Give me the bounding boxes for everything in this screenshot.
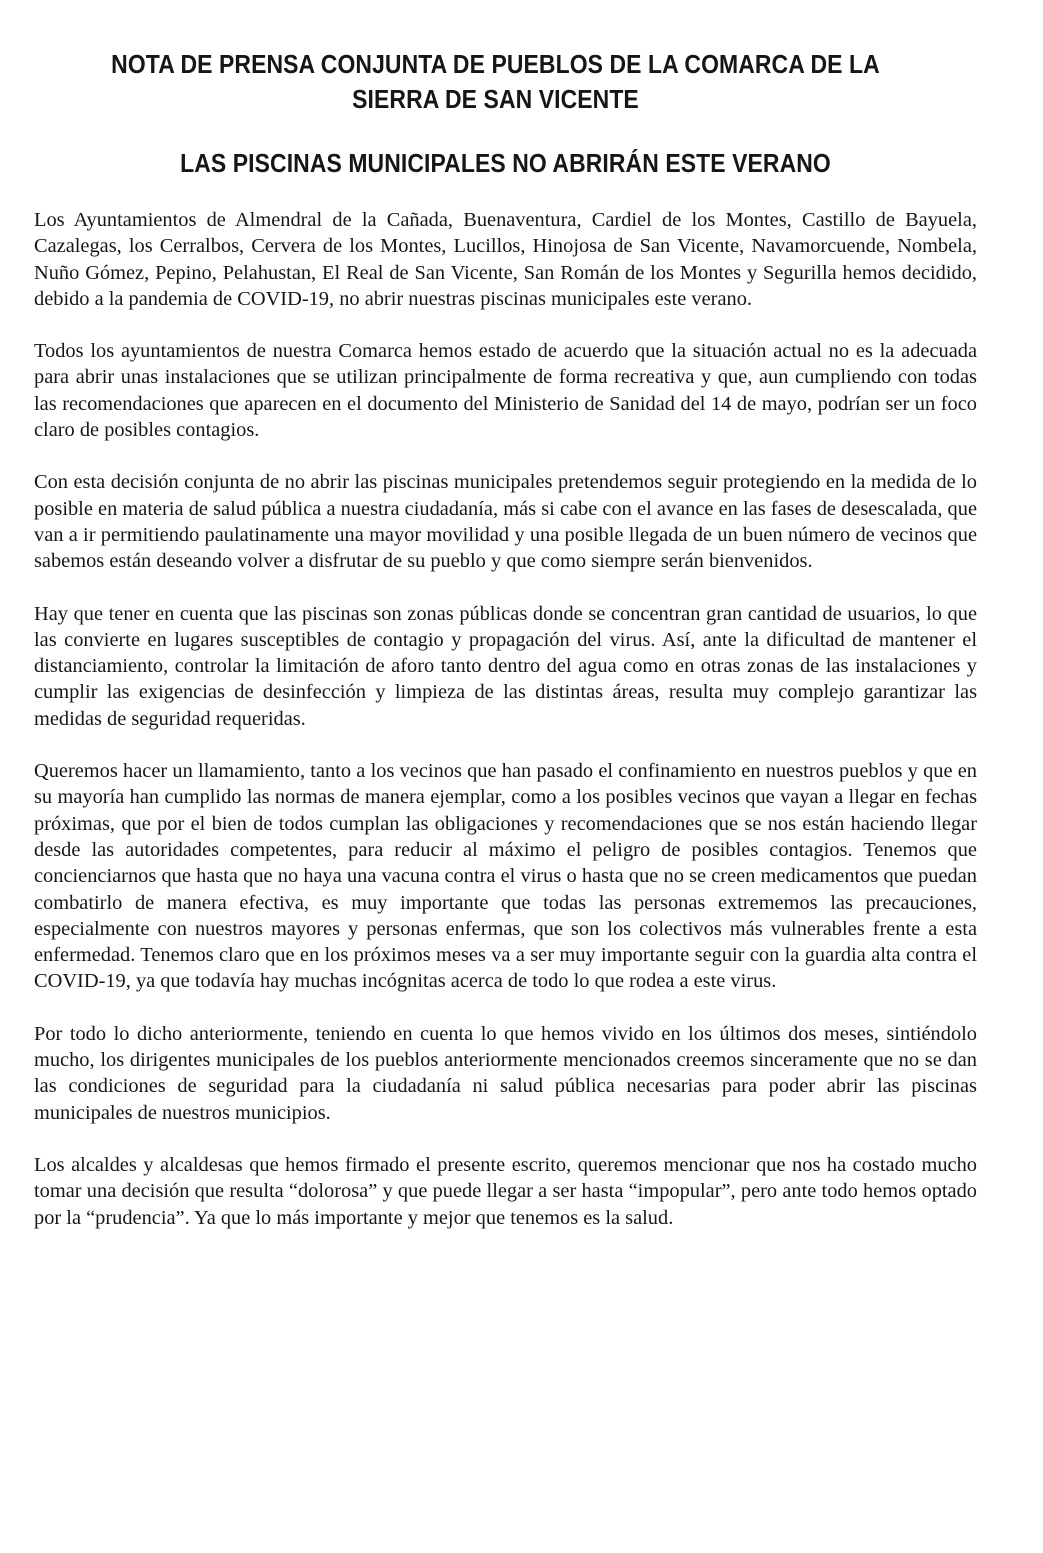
document-headline: LAS PISCINAS MUNICIPALES NO ABRIRÁN ESTE VERANO [180,150,831,178]
paragraph-3: Con esta decisión conjunta de no abrir las piscinas municipales pretendemos seguir protegiendo en la medida de lo posible en materia de salud pública a nuestra ciudadanía, más si cabe con el avance en las fases de desescalada, que van a ir permitiendo paulatinamente una mayor movilidad y una posible llegada de un buen número de vecinos que sabemos están deseando volver a disfrutar de su pueblo y que como siempre serán bienvenidos. [34,471,977,573]
paragraph-4: Hay que tener en cuenta que las piscinas son zonas públicas donde se concentran gran cantidad de usuarios, lo que las convierte en lugares susceptibles de contagio y propagación del virus. Así, ante la dificultad de mantener el distanciamiento, controlar la limitación de aforo tanto dentro del agua como en otras zonas de las instalaciones y cumplir las exigencias de desinfección y limpieza de las distintas áreas, resulta muy complejo garantizar las medidas de seguridad requeridas. [34,602,977,730]
paragraph-5: Queremos hacer un llamamiento, tanto a los vecinos que han pasado el confinamiento en nuestros pueblos y que en su mayoría han cumplido las normas de manera ejemplar, como a los posibles vecinos que vayan a llegar en fechas próximas, que por el bien de todos cumplan las obligaciones y recomendaciones que se nos están haciendo llegar desde las autoridades competentes, para reducir al máximo el peligro de posibles contagios. Tenemos que concienciarnos que hasta que no haya una vacuna contra el virus o hasta que no se creen medicamentos que puedan combatirlo de manera efectiva, es muy importante que todas las personas extrememos las precauciones, especialmente con nuestros mayores y personas enfermas, que son los colectivos más vulnerables frente a esta enfermedad. Tenemos claro que en los próximos meses va a ser muy importante seguir con la guardia alta contra el COVID-19, ya que todavía hay muchas incógnitas acerca de todo lo que rodea a este virus. [34,760,977,993]
paragraph-7: Los alcaldes y alcaldesas que hemos firmado el presente escrito, queremos mencionar que nos ha costado mucho tomar una decisión que resulta “dolorosa” y que puede llegar a ser hasta “impopular”, pero ante todo hemos optado por la “prudencia”. Ya que lo más importante y mejor que tenemos es la salud. [34,1153,977,1229]
document-title [62,48,929,118]
document-title-line-1: NOTA DE PRENSA CONJUNTA DE PUEBLOS DE LA COMARCA DE LA [111,51,880,79]
document-title-line-2: SIERRA DE SAN VICENTE [352,86,639,114]
document-body [34,207,977,1231]
paragraph-6: Por todo lo dicho anteriormente, teniendo en cuenta lo que hemos vivido en los últimos dos meses, sintiéndolo mucho, los dirigentes municipales de los pueblos anteriormente mencionados creemos sinceramente que no se dan las condiciones de seguridad para la ciudadanía ni salud pública necesarias para poder abrir las piscinas municipales de nuestros municipios. [34,1022,977,1124]
paragraph-2: Todos los ayuntamientos de nuestra Comarca hemos estado de acuerdo que la situación actual no es la adecuada para abrir unas instalaciones que se utilizan principalmente de forma recreativa y que, aun cumpliendo con todas las recomendaciones que aparecen en el documento del Ministerio de Sanidad del 14 de mayo, podrían ser un foco claro de posibles contagios. [34,340,977,442]
paragraph-1: Los Ayuntamientos de Almendral de la Cañada, Buenaventura, Cardiel de los Montes, Castillo de Bayuela, Cazalegas, los Cerralbos, Cervera de los Montes, Lucillos, Hinojosa de San Vicente, Navamorcuende, Nombela, Nuño Gómez, Pepino, Pelahustan, El Real de San Vicente, San Román de los Montes y Segurilla hemos decidido, debido a la pandemia de COVID-19, no abrir nuestras piscinas municipales este verano. [34,209,977,310]
